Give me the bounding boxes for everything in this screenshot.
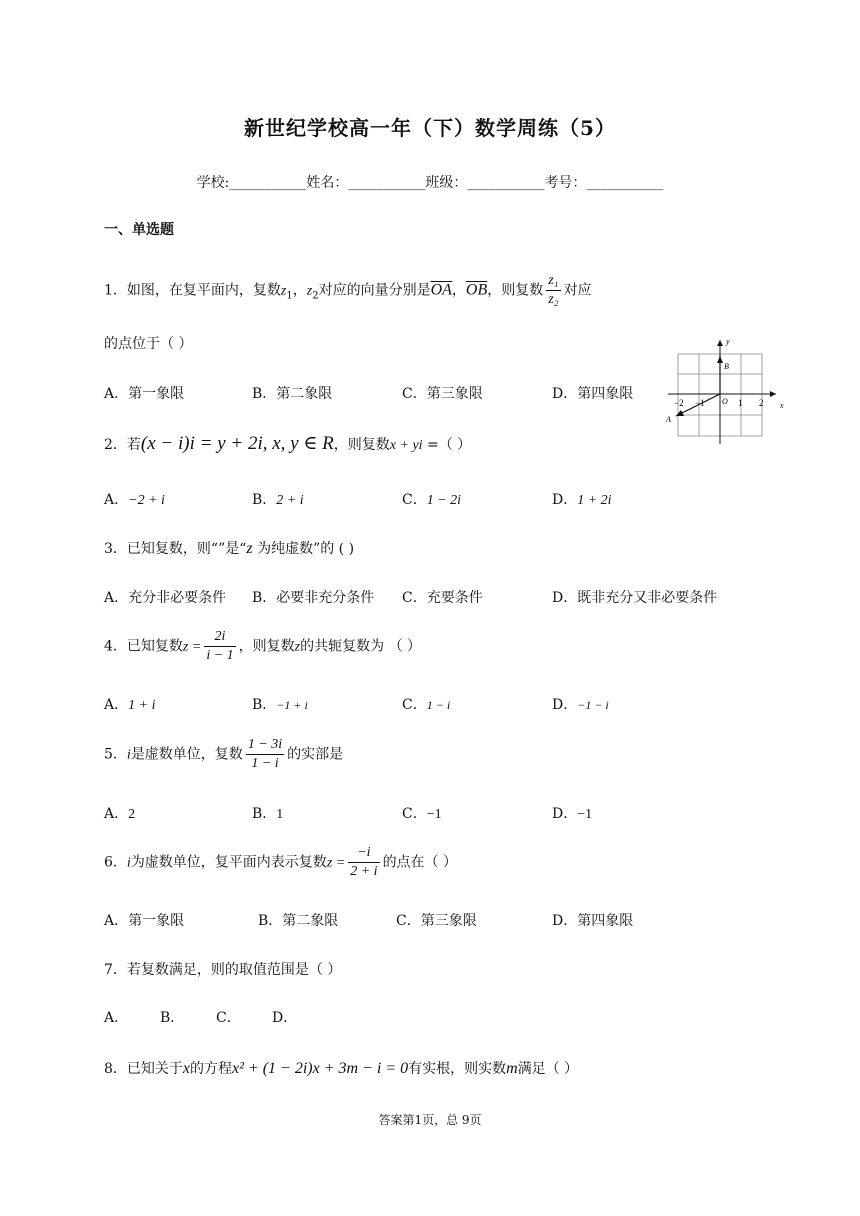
q3-option-c: C．充要条件 bbox=[402, 590, 483, 606]
y-label: y bbox=[726, 337, 730, 346]
q2-option-a bbox=[104, 489, 165, 509]
vector-oa: $\overline{OA}$ bbox=[430, 281, 452, 299]
q4-option-a-value: 1 + i bbox=[128, 698, 156, 713]
x-axis-arrow bbox=[770, 391, 776, 397]
q7-option-d: D． bbox=[272, 1010, 298, 1026]
q5-option-b-value: 1 bbox=[276, 807, 284, 822]
q2-option-a-value: −2 + i bbox=[128, 493, 165, 508]
q6-option-d: D．第四象限 bbox=[552, 913, 634, 929]
q6-frac-den: 2 + i bbox=[350, 864, 378, 879]
q5-option-b bbox=[252, 803, 283, 823]
q8-suffix: 满足（ ） bbox=[517, 1061, 579, 1077]
q2-expr: x + yi bbox=[389, 438, 423, 453]
q7-option-b: B． bbox=[160, 1010, 185, 1026]
q2-prefix: 2．若 bbox=[104, 437, 141, 453]
q5-option-c bbox=[402, 803, 442, 823]
q4-prefix: 4．已知复数 bbox=[104, 638, 183, 655]
q5-option-c-label: C． bbox=[402, 806, 427, 822]
q8-mid2: 有实根，则实数 bbox=[408, 1061, 507, 1077]
q6-text: 为虚数单位，复平面内表示复数 bbox=[130, 854, 327, 871]
q3-text-a: 3．已知复数，则“”是“ bbox=[104, 541, 247, 557]
q8-prefix: 8．已知关于 bbox=[104, 1061, 183, 1077]
question-2 bbox=[104, 432, 471, 455]
q4-fraction bbox=[204, 628, 235, 665]
q4-z: z bbox=[294, 639, 301, 655]
q4-option-b-label: B． bbox=[252, 697, 277, 713]
q7-option-a: A． bbox=[104, 1010, 129, 1026]
q1-z1: z bbox=[280, 283, 287, 299]
q2-option-d-label: D． bbox=[552, 492, 578, 508]
question-3 bbox=[104, 538, 354, 558]
q5-option-d-label: D． bbox=[552, 806, 578, 822]
q2-option-c-label: C． bbox=[402, 492, 427, 508]
q5-option-a-value: 2 bbox=[128, 807, 136, 822]
q6-option-b: B．第二象限 bbox=[258, 913, 339, 929]
question-1 bbox=[104, 272, 592, 309]
q1-line2: 的点位于（ ） bbox=[104, 336, 193, 352]
q1-fraction bbox=[546, 272, 560, 309]
q3-option-a: A．充分非必要条件 bbox=[104, 590, 227, 606]
q2-option-b bbox=[252, 489, 304, 509]
tick-neg1: −1 bbox=[695, 398, 705, 408]
q5-text: 是虚数单位，复数 bbox=[130, 746, 243, 763]
q6-option-c: C．第三象限 bbox=[396, 913, 477, 929]
q3-option-d: D．既非充分又非必要条件 bbox=[552, 590, 718, 606]
q1-text-b: 对应的向量分别是 bbox=[318, 282, 431, 299]
q5-option-a bbox=[104, 803, 135, 823]
q6-fraction bbox=[348, 844, 379, 881]
q1-frac-num: z₁ bbox=[546, 272, 560, 291]
q5-option-b-label: B． bbox=[252, 806, 277, 822]
q1-z2: z bbox=[306, 283, 313, 299]
q2-option-b-value: 2 + i bbox=[276, 493, 304, 508]
q1-option-c: C．第三象限 bbox=[402, 386, 483, 402]
q6-frac-num: −i bbox=[348, 844, 379, 863]
q1-z2-sub: 2 bbox=[312, 290, 319, 302]
tick-neg2: −2 bbox=[674, 398, 684, 408]
question-7: 7．若复数满足，则的取值范围是（ ） bbox=[104, 962, 342, 978]
q5-option-d-value: −1 bbox=[577, 807, 593, 822]
complex-plane-figure bbox=[664, 336, 784, 446]
y-axis-arrow bbox=[717, 340, 723, 346]
question-8 bbox=[104, 1058, 578, 1078]
point-a-label: A bbox=[666, 415, 671, 424]
q4-mid: ，则复数 bbox=[238, 638, 295, 655]
q2-option-d-value: 1 + 2i bbox=[577, 493, 612, 508]
q4-option-a-label: A． bbox=[104, 697, 129, 713]
tick-2: 2 bbox=[759, 398, 764, 408]
q1-z1-sub: 1 bbox=[286, 290, 293, 302]
q8-m: m bbox=[506, 1060, 518, 1077]
question-4 bbox=[104, 628, 421, 665]
q1-text-c: ，则复数 bbox=[487, 282, 544, 299]
q5-i: i bbox=[126, 747, 131, 763]
q7-option-c: C． bbox=[216, 1010, 241, 1026]
q5-option-c-value: −1 bbox=[426, 807, 442, 822]
q1-option-d: D．第四象限 bbox=[552, 386, 634, 402]
q4-option-d-label: D． bbox=[552, 697, 578, 713]
page-title: 新世纪学校高一年（下）数学周练（5） bbox=[244, 116, 616, 140]
q2-suffix: ，则复数 bbox=[333, 437, 390, 453]
tick-1: 1 bbox=[738, 398, 743, 408]
q1-text-d: 对应 bbox=[563, 282, 592, 299]
q4-option-b-value: −1 + i bbox=[276, 698, 308, 712]
point-b-label: B bbox=[724, 362, 729, 371]
q4-lhs: z = bbox=[182, 639, 202, 655]
student-info-line: 学校:___________姓名：___________班级：___________考号：___________ bbox=[196, 175, 664, 191]
x-label: x bbox=[780, 401, 784, 410]
q8-mid: 的方程 bbox=[190, 1061, 233, 1077]
page-footer: 答案第1页，总 9页 bbox=[378, 1113, 482, 1127]
q5-prefix: 5． bbox=[104, 746, 127, 763]
q4-option-b bbox=[252, 694, 308, 714]
question-5 bbox=[104, 736, 343, 773]
q1-comma: ， bbox=[451, 282, 466, 299]
q5-suffix: 的实部是 bbox=[287, 746, 344, 763]
q2-option-b-label: B． bbox=[252, 492, 277, 508]
q4-suffix: 的共轭复数为 （ ） bbox=[300, 638, 422, 655]
q4-option-a bbox=[104, 694, 155, 714]
section-heading: 一、单选题 bbox=[104, 222, 174, 238]
q2-option-a-label: A． bbox=[104, 492, 129, 508]
q1-option-a: A．第一象限 bbox=[104, 386, 185, 402]
q2-option-c bbox=[402, 489, 461, 509]
q5-option-a-label: A． bbox=[104, 806, 129, 822]
q5-option-d bbox=[552, 803, 592, 823]
q2-end: =（ ） bbox=[422, 437, 472, 453]
q5-frac-den: 1 − i bbox=[251, 756, 279, 771]
q2-equation: (x − i)i = y + 2i, x, y ∈ R bbox=[140, 433, 334, 454]
q5-frac-num: 1 − 3i bbox=[246, 736, 284, 755]
q1-text: 1．如图，在复平面内，复数 bbox=[104, 282, 281, 299]
q8-x: x bbox=[182, 1060, 191, 1077]
q4-option-c bbox=[402, 694, 450, 714]
q3-z: z bbox=[246, 540, 253, 557]
q4-option-d-value: −1 − i bbox=[577, 698, 609, 712]
q3-option-b: B．必要非充分条件 bbox=[252, 590, 375, 606]
q1-option-b: B．第二象限 bbox=[252, 386, 333, 402]
q8-equation: x² + (1 − 2i)x + 3m − i = 0 bbox=[232, 1060, 409, 1077]
origin-label: O bbox=[722, 397, 728, 406]
q2-option-c-value: 1 − 2i bbox=[426, 493, 462, 508]
q5-fraction bbox=[246, 736, 284, 773]
vector-ob: $\overline{OB}$ bbox=[465, 281, 488, 299]
q3-text-b: 为纯虚数”的 ( ) bbox=[252, 541, 355, 557]
q1-sep: ， bbox=[292, 282, 307, 299]
q6-i: i bbox=[126, 855, 131, 871]
question-6 bbox=[104, 844, 457, 881]
q4-option-c-value: 1 − i bbox=[426, 698, 451, 712]
q6-suffix: 的点在（ ） bbox=[382, 854, 458, 871]
q4-option-c-label: C． bbox=[402, 697, 427, 713]
q2-option-d bbox=[552, 489, 612, 509]
q6-prefix: 6． bbox=[104, 854, 127, 871]
q6-lhs: z = bbox=[326, 855, 346, 871]
q1-frac-den: z₂ bbox=[548, 292, 559, 307]
q4-option-d bbox=[552, 694, 609, 714]
q6-option-a: A．第一象限 bbox=[104, 913, 185, 929]
q4-frac-den: i − 1 bbox=[206, 648, 234, 663]
q4-frac-num: 2i bbox=[204, 628, 235, 647]
vector-ob-arrow bbox=[717, 356, 723, 363]
